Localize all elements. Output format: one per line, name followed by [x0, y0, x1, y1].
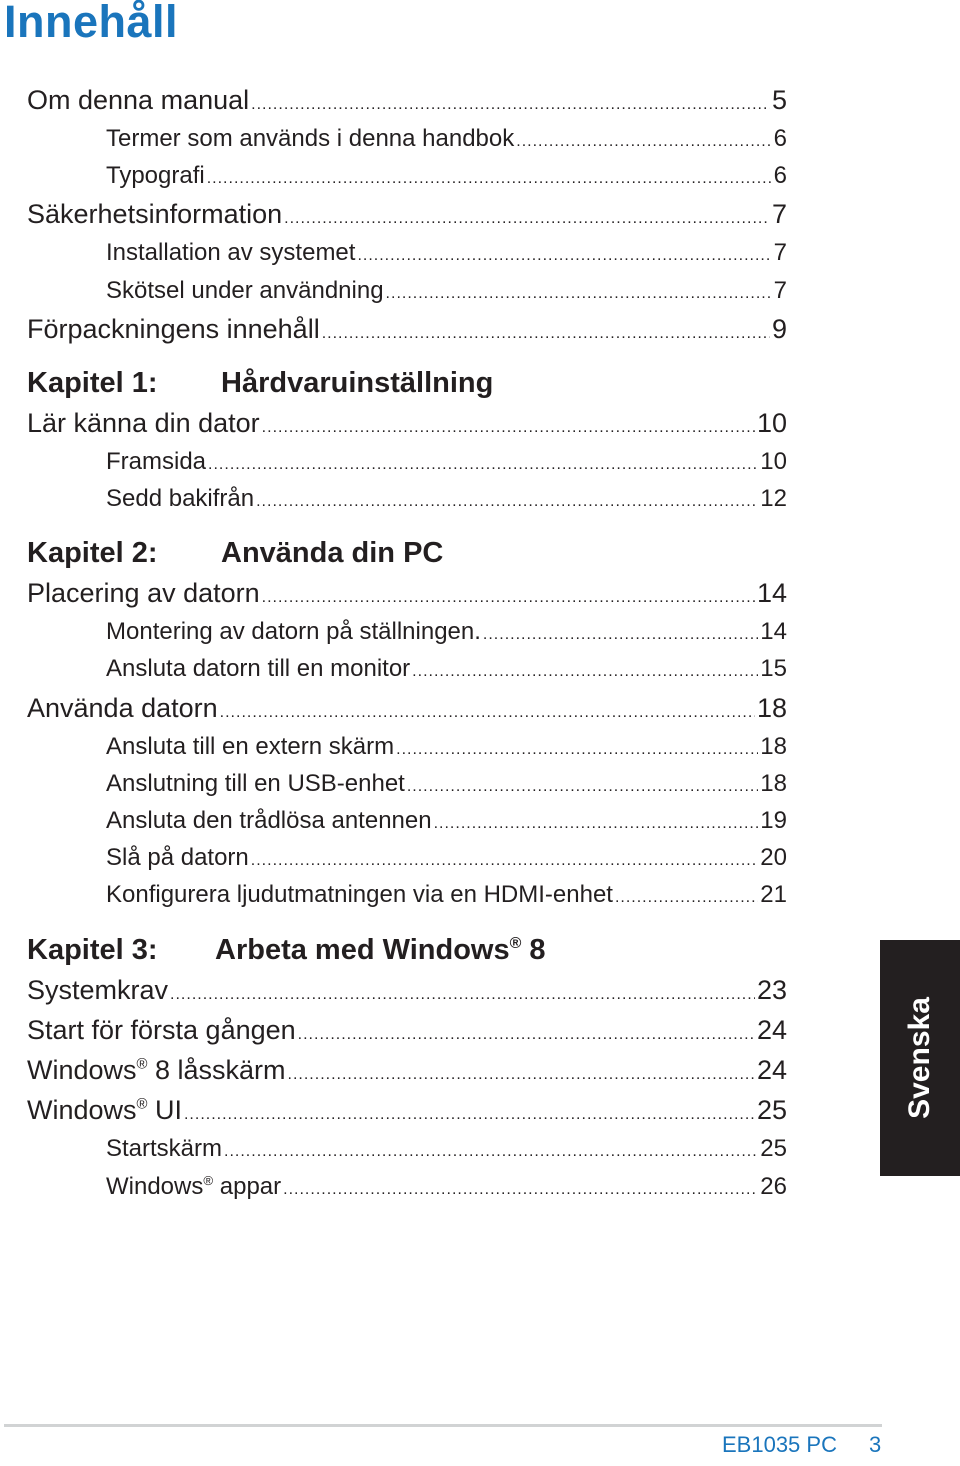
toc-entry-startskarm[interactable]: Startskärm ..... 25 [27, 1130, 787, 1167]
chapter-number: Kapitel 2: [27, 537, 158, 570]
toc-entry-sakerhetsinformation[interactable]: Säkerhetsinformation ..... 7 [27, 194, 787, 234]
language-tab-label: Svenska [903, 997, 936, 1119]
toc-entry-installation[interactable]: Installation av systemet ..... 7 [27, 234, 787, 271]
toc-entry-termer[interactable]: Termer som används i denna handbok ..... 6 [27, 120, 787, 157]
table-of-contents [27, 80, 787, 1205]
toc-entry-start-forsta-gangen[interactable]: Start för första gången ..... 24 [27, 1010, 787, 1050]
footer-page-number: 3 [869, 1432, 882, 1457]
page-title: Innehåll [4, 0, 179, 47]
toc-entry-lar-kanna[interactable]: Lär känna din dator ..... 10 [27, 403, 787, 443]
chapter-3-heading[interactable] [27, 930, 787, 970]
chapter-2-heading[interactable] [27, 533, 787, 573]
chapter-number: Kapitel 3: [27, 934, 158, 967]
footer-product-name: EB1035 PC [722, 1432, 837, 1457]
toc-entry-windows-appar[interactable]: Windows® appar ..... 26 [27, 1168, 787, 1205]
toc-entry-ansluta-monitor[interactable]: Ansluta datorn till en monitor ..... 15 [27, 650, 787, 687]
toc-entry-tradlosa-antennen[interactable]: Ansluta den trådlösa antennen ..... 19 [27, 802, 787, 839]
chapter-number: Kapitel 1: [27, 366, 158, 399]
toc-entry-sedd-bakifran[interactable]: Sedd bakifrån ..... 12 [27, 480, 787, 517]
toc-entry-lasskarm[interactable]: Windows® 8 låsskärm ..... 24 [27, 1050, 787, 1090]
toc-entry-placering[interactable]: Placering av datorn ..... 14 [27, 573, 787, 613]
toc-entry-forpackningens-innehall[interactable]: Förpackningens innehåll ..... 9 [27, 309, 787, 349]
toc-entry-extern-skarm[interactable]: Ansluta till en extern skärm ..... 18 [27, 728, 787, 765]
chapter-1-heading[interactable] [27, 363, 787, 403]
footer-rule [4, 1424, 882, 1427]
toc-entry-montering[interactable]: Montering av datorn på ställningen. ..... 14 [27, 613, 787, 650]
toc-entry-typografi[interactable]: Typografi ..... 6 [27, 157, 787, 194]
chapter-title: Använda din PC [221, 537, 444, 570]
toc-entry-windows-ui[interactable]: Windows® UI ..... 25 [27, 1090, 787, 1130]
language-tab [880, 940, 960, 1176]
toc-entry-hdmi-ljud[interactable]: Konfigurera ljudutmatningen via en HDMI-enhet ..... 21 [27, 876, 787, 913]
chapter-title: Hårdvaruinställning [221, 366, 494, 399]
toc-entry-skotsel[interactable]: Skötsel under användning ..... 7 [27, 272, 787, 309]
toc-entry-usb-enhet[interactable]: Anslutning till en USB-enhet ..... 18 [27, 765, 787, 802]
toc-entry-framsida[interactable]: Framsida ..... 10 [27, 443, 787, 480]
toc-entry-om-denna-manual[interactable]: Om denna manual ..... 5 [27, 80, 787, 120]
chapter-title: Arbeta med Windows® 8 [215, 934, 546, 967]
toc-entry-systemkrav[interactable]: Systemkrav ..... 23 [27, 970, 787, 1010]
toc-entry-anvanda-datorn[interactable]: Använda datorn ..... 18 [27, 688, 787, 728]
toc-entry-sla-pa-datorn[interactable]: Slå på datorn ..... 20 [27, 839, 787, 876]
